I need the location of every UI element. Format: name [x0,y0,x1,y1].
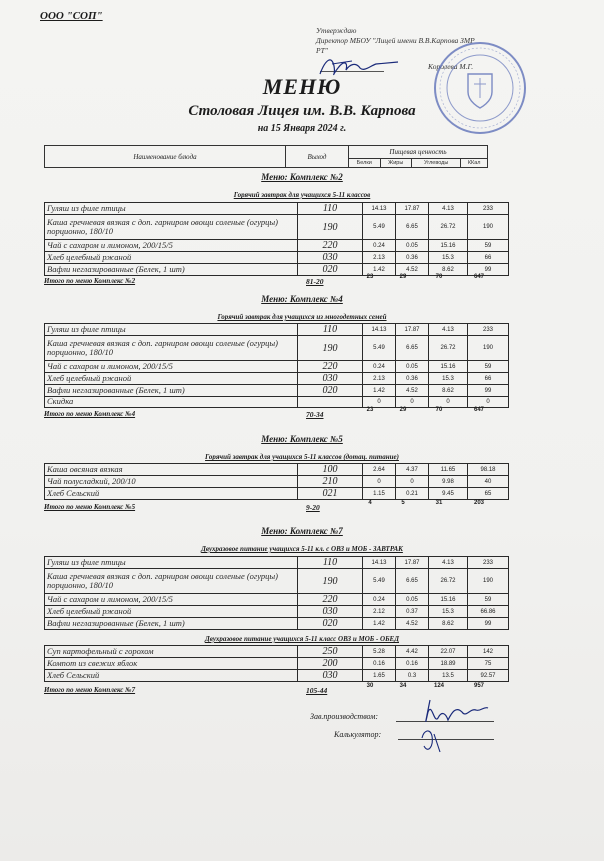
fats-value: 0.21 [396,488,429,500]
carbs-value: 4.13 [429,203,468,215]
approve-position-cont: РТ" [316,46,328,55]
dish-name: Вафли неглазированные (Белек, 1 шт) [45,264,298,276]
section-subtitle: Горячий завтрак для учащихся 5-11 классов (дотац. питание) [205,453,399,461]
section-title: Меню: Комплекс №2 [261,172,343,182]
menu-table [44,323,509,408]
menu-date: на 15 Января 2024 г. [257,123,347,134]
proteins-value: 0.24 [363,594,396,606]
fats-value: 0.36 [396,373,429,385]
proteins-value: 0 [363,476,396,488]
table-row [45,670,509,682]
dish-yield: 190 [298,215,363,240]
dish-yield: 030 [298,606,363,618]
total-fats: 5 [401,500,405,506]
kcal-value: 0 [468,397,509,408]
table-row [45,488,509,500]
dish-yield: 250 [298,646,363,658]
dish-name: Каша гречневая вязкая с доп. гарниром овощи соленые (огурцы) порционно, 180/10 [45,336,298,361]
kcal-value: 66 [468,252,509,264]
kcal-value: 233 [468,557,509,569]
dish-yield: 190 [298,336,363,361]
proteins-value: 2.13 [363,252,396,264]
dish-name: Чай полусладкий, 200/10 [45,476,298,488]
menu-table [44,645,509,682]
carbs-value: 15.16 [429,361,468,373]
total-fats: 29 [399,407,407,413]
proteins-value: 1.15 [363,488,396,500]
kcal-value: 59 [468,594,509,606]
table-row [45,646,509,658]
proteins-value: 5.49 [363,336,396,361]
dish-name: Хлеб целебный ржаной [45,606,298,618]
proteins-value: 14.13 [363,203,396,215]
table-row [45,557,509,569]
dish-yield: 030 [298,670,363,682]
menu-title: МЕНЮ [262,74,342,99]
proteins-value: 2.64 [363,464,396,476]
table-row [45,464,509,476]
table-row [45,385,509,397]
dish-name: Гуляш из филе птицы [45,324,298,336]
carbs-value: 26.72 [429,215,468,240]
carbs-value: 15.3 [429,606,468,618]
total-proteins: 4 [368,500,372,506]
proteins-value: 0.24 [363,361,396,373]
kcal-value: 99 [468,618,509,630]
proteins-value: 5.49 [363,215,396,240]
kcal-value: 142 [468,646,509,658]
manager-label: Зав.производством: [310,712,379,721]
dish-name: Чай с сахаром и лимоном, 200/15/5 [45,594,298,606]
dish-yield: 021 [298,488,363,500]
carbs-value: 8.62 [429,618,468,630]
table-row [45,594,509,606]
dish-name: Чай с сахаром и лимоном, 200/15/5 [45,240,298,252]
proteins-value: 2.12 [363,606,396,618]
menu-table [44,463,509,500]
kcal-value: 190 [468,336,509,361]
fats-value: 17.87 [396,203,429,215]
calc-label: Калькулятор: [334,730,382,739]
proteins-value: 1.42 [363,385,396,397]
dish-name: Суп картофельный с горохом [45,646,298,658]
staff-signature-icon [400,690,510,760]
total-price: 81-20 [306,277,324,286]
header-kcal: ККал [461,159,488,168]
dish-name: Каша гречневая вязкая с доп. гарниром овощи соленые (огурцы) порционно, 180/10 [45,215,298,240]
dish-yield: 110 [298,324,363,336]
header-carbs: Углеводы [411,159,460,168]
total-kcal: 647 [473,274,484,280]
carbs-value: 4.13 [429,557,468,569]
total-kcal: 203 [473,500,484,506]
fats-value: 4.52 [396,618,429,630]
table-row [45,373,509,385]
kcal-value: 59 [468,240,509,252]
dish-name: Хлеб целебный ржаной [45,373,298,385]
total-carbs: 70 [435,407,443,413]
fats-value: 0.05 [396,361,429,373]
fats-value: 0 [396,397,429,408]
dish-name: Каша гречневая вязкая с доп. гарниром овощи соленые (огурцы) порционно, 180/10 [45,569,298,594]
total-fats: 34 [399,683,407,689]
dish-yield: 030 [298,252,363,264]
carbs-value: 8.62 [429,264,468,276]
table-row [45,618,509,630]
table-row [45,324,509,336]
dish-yield: 200 [298,658,363,670]
proteins-value: 2.13 [363,373,396,385]
proteins-value: 0 [363,397,396,408]
dish-name: Скидка [45,397,298,408]
kcal-value: 233 [468,203,509,215]
dish-yield: 020 [298,618,363,630]
carbs-value: 8.62 [429,385,468,397]
total-carbs: 124 [433,683,444,689]
proteins-value: 1.42 [363,264,396,276]
carbs-value: 13.5 [429,670,468,682]
fats-value: 0.37 [396,606,429,618]
dish-name: Хлеб Сельский [45,670,298,682]
table-row [45,361,509,373]
canteen-name: Столовая Лицея им. В.В. Карпова [188,103,416,119]
section-subtitle: Горячий завтрак для учащихся из многодетных семей [217,313,387,321]
total-fats: 29 [399,274,407,280]
section-subtitle: Двухразовое питание учащихся 5-11 кл. с ОВЗ и МОБ - ЗАВТРАК [201,545,403,553]
carbs-value: 0 [429,397,468,408]
kcal-value: 75 [468,658,509,670]
total-label: Итого по меню Комплекс №5 [44,503,136,511]
proteins-value: 1.65 [363,670,396,682]
carbs-value: 15.16 [429,594,468,606]
section-subtitle-2: Двухразовое питание учащихся 5-11 класс ОВЗ и МОБ - ОБЕД [204,635,399,643]
fats-value: 4.37 [396,464,429,476]
table-row [45,476,509,488]
dish-yield: 220 [298,361,363,373]
carbs-value: 22.07 [429,646,468,658]
header-dish-name: Наименование блюда [45,146,286,168]
proteins-value: 5.28 [363,646,396,658]
dish-name: Вафли неглазированные (Белек, 1 шт) [45,385,298,397]
fats-value: 4.42 [396,646,429,658]
proteins-value: 14.13 [363,324,396,336]
section-subtitle: Горячий завтрак для учащихся 5-11 классов [233,191,371,199]
dish-yield: 020 [298,264,363,276]
menu-table [44,202,509,276]
dish-name: Гуляш из филе птицы [45,203,298,215]
dish-yield: 030 [298,373,363,385]
kcal-value: 233 [468,324,509,336]
carbs-value: 4.13 [429,324,468,336]
carbs-value: 9.45 [429,488,468,500]
dish-yield: 190 [298,569,363,594]
total-price: 70-34 [306,410,324,419]
carbs-value: 18.89 [429,658,468,670]
table-row [45,606,509,618]
fats-value: 0 [396,476,429,488]
carbs-value: 15.16 [429,240,468,252]
table-row [45,336,509,361]
kcal-value: 65 [468,488,509,500]
carbs-value: 15.3 [429,373,468,385]
header-yield: Выход [286,146,349,168]
proteins-value: 1.42 [363,618,396,630]
dish-name: Гуляш из филе птицы [45,557,298,569]
menu-table [44,556,509,630]
dish-name: Каша овсяная вязкая [45,464,298,476]
table-row [45,215,509,240]
proteins-value: 0.16 [363,658,396,670]
table-row [45,240,509,252]
total-proteins: 30 [366,683,374,689]
carbs-value: 26.72 [429,569,468,594]
table-row [45,252,509,264]
header-nutrition: Пищевая ценность [349,146,488,159]
fats-value: 4.52 [396,385,429,397]
header-proteins: Белки [349,159,381,168]
fats-value: 17.87 [396,557,429,569]
total-proteins: 23 [366,407,374,413]
total-label: Итого по меню Комплекс №7 [44,686,136,694]
total-carbs: 70 [435,274,443,280]
proteins-value: 14.13 [363,557,396,569]
header-table [44,145,488,168]
organization-name: ООО "СОП" [40,10,103,22]
table-row [45,658,509,670]
section-title: Меню: Комплекс №5 [261,434,343,444]
dish-yield: 110 [298,203,363,215]
total-proteins: 23 [366,274,374,280]
dish-name: Хлеб Сельский [45,488,298,500]
fats-value: 4.52 [396,264,429,276]
fats-value: 6.65 [396,336,429,361]
fats-value: 6.65 [396,215,429,240]
kcal-value: 190 [468,569,509,594]
fats-value: 0.05 [396,240,429,252]
fats-value: 0.05 [396,594,429,606]
kcal-value: 66.86 [468,606,509,618]
carbs-value: 26.72 [429,336,468,361]
fats-value: 6.65 [396,569,429,594]
section-title: Меню: Комплекс №4 [261,294,343,304]
dish-yield: 020 [298,385,363,397]
total-kcal: 957 [473,683,484,689]
fats-value: 0.16 [396,658,429,670]
dish-yield: 220 [298,240,363,252]
dish-yield: 220 [298,594,363,606]
carbs-value: 11.65 [429,464,468,476]
total-kcal: 647 [473,407,484,413]
table-row [45,203,509,215]
dish-name: Компот из свежих яблок [45,658,298,670]
kcal-value: 66 [468,373,509,385]
table-row [45,397,509,408]
dish-yield [298,397,363,408]
carbs-value: 9.98 [429,476,468,488]
kcal-value: 40 [468,476,509,488]
dish-yield: 100 [298,464,363,476]
approve-position: Директор МБОУ "Лицей имени В.В.Карпова ЗМР [316,36,475,45]
dish-yield: 210 [298,476,363,488]
total-label: Итого по меню Комплекс №4 [44,410,136,418]
kcal-value: 190 [468,215,509,240]
kcal-value: 92.57 [468,670,509,682]
dish-yield: 110 [298,557,363,569]
kcal-value: 59 [468,361,509,373]
total-price: 105-44 [306,686,328,695]
kcal-value: 99 [468,264,509,276]
kcal-value: 98.18 [468,464,509,476]
table-row [45,569,509,594]
approve-signer: Королева М.Г. [428,62,474,71]
total-carbs: 31 [435,500,443,506]
proteins-value: 0.24 [363,240,396,252]
carbs-value: 15.3 [429,252,468,264]
approve-label: Утверждаю [316,26,357,35]
fats-value: 0.3 [396,670,429,682]
total-label: Итого по меню Комплекс №2 [44,277,136,285]
dish-name: Хлеб целебный ржаной [45,252,298,264]
kcal-value: 99 [468,385,509,397]
dish-name: Чай с сахаром и лимоном, 200/15/5 [45,361,298,373]
dish-name: Вафли неглазированные (Белек, 1 шт) [45,618,298,630]
header-fats: Жиры [380,159,411,168]
proteins-value: 5.49 [363,569,396,594]
fats-value: 0.36 [396,252,429,264]
section-title: Меню: Комплекс №7 [261,526,343,536]
fats-value: 17.87 [396,324,429,336]
total-price: 9-20 [306,503,320,512]
